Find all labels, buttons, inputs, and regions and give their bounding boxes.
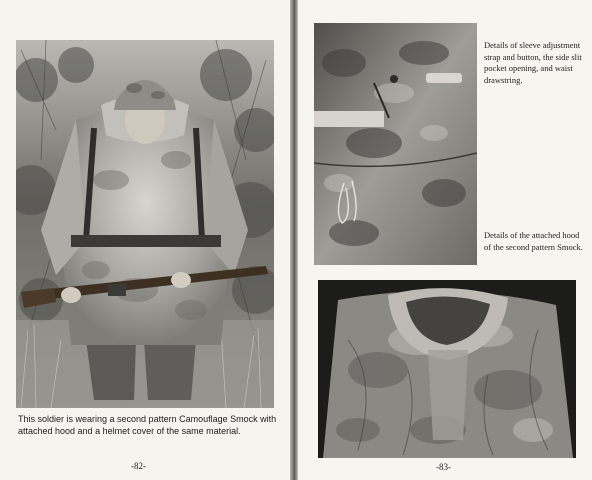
book-gutter xyxy=(290,0,298,480)
sleeve-detail-caption: Details of sleeve adjustment strap and button, the side slit pocket opening, and waist drawstring. xyxy=(484,40,582,85)
page-number-right: -83- xyxy=(436,462,451,472)
hood-detail-caption: Details of the attached hood of the second pattern Smock. xyxy=(484,230,583,252)
sleeve-detail-photo xyxy=(314,23,477,265)
left-page xyxy=(0,0,290,480)
photo-caption: This soldier is wearing a second pattern Camouflage Smock with attached hood and a helmet cover of the same material. xyxy=(18,414,277,436)
right-page xyxy=(298,0,592,480)
soldier-photo xyxy=(16,40,274,408)
page-number-left: -82- xyxy=(131,461,146,471)
hood-detail-photo xyxy=(318,280,576,458)
